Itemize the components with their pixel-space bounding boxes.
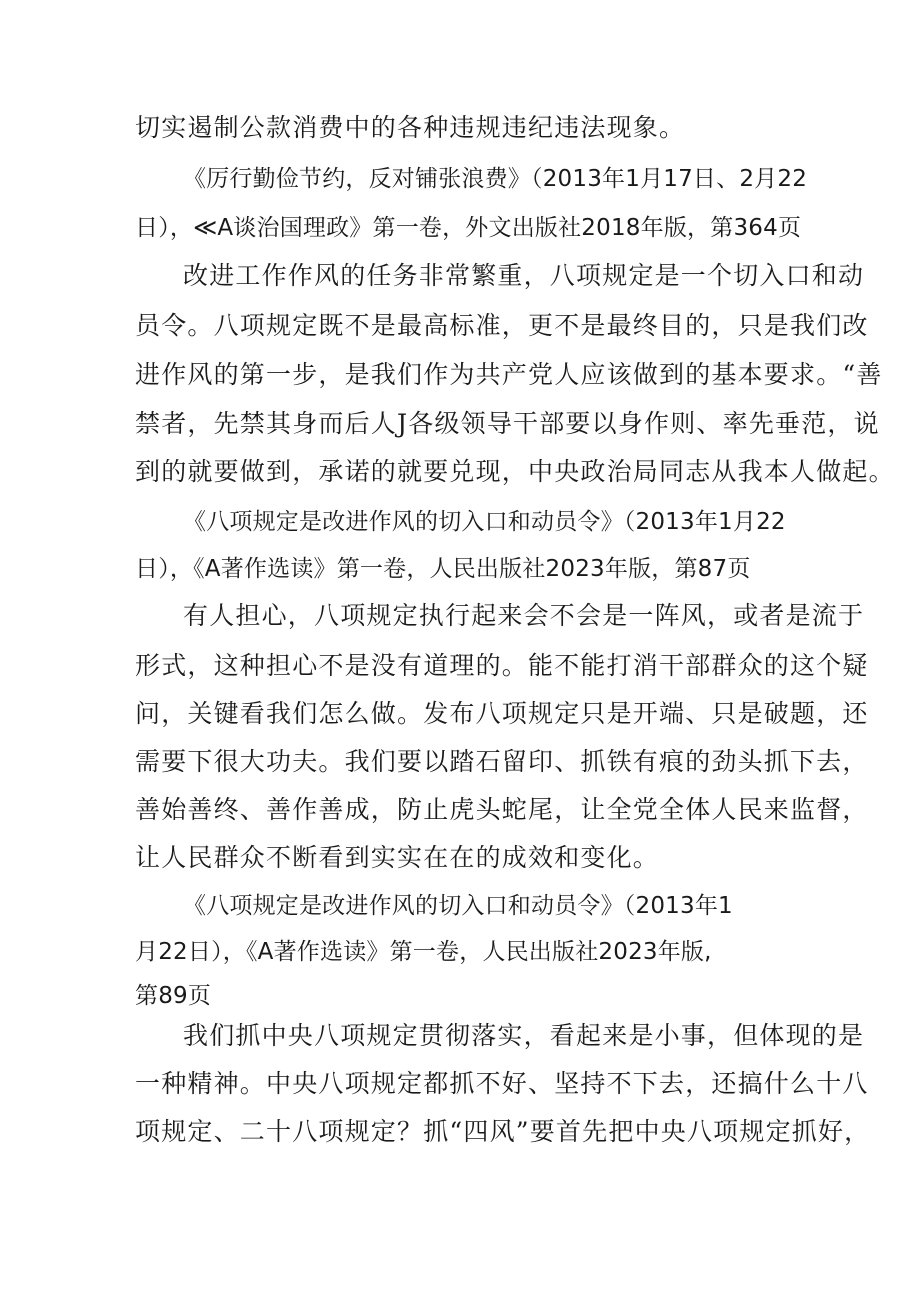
paragraph-line: 一种精神。中央八项规定都抓不好、坚持不下去，还搞什么十八: [135, 1069, 869, 1098]
citation-line: 月22日），《A著作选读》第一卷，人民出版社2023年版,: [135, 939, 712, 965]
paragraph-line: 禁者，先禁其身而后人J各级领导干部要以身作则、率先垂范，说: [135, 409, 880, 438]
paragraph-line: 我们抓中央八项规定贯彻落实，看起来是小事，但体现的是: [183, 1021, 865, 1050]
paragraph-line: 改进工作作风的任务非常繁重，八项规定是一个切入口和动: [183, 261, 865, 290]
paragraph-line: 进作风的第一步，是我们作为共产党人应该做到的基本要求。“善: [135, 360, 883, 389]
paragraph-line: 善始善终、善作善成，防止虎头蛇尾，让全党全体人民来监督，: [135, 795, 869, 824]
citation-line: 日），≪A谈治国理政》第一卷，外文出版社2018年版，第364页: [135, 215, 802, 241]
paragraph-line: 员令。八项规定既不是最高标准，更不是最终目的，只是我们改: [135, 311, 869, 340]
citation-line: 《八项规定是改进作风的切入口和动员令》（2013年1月22: [183, 509, 786, 535]
citation-line: 第89页: [135, 983, 212, 1009]
paragraph-line: 到的就要做到，承诺的就要兑现，中央政治局同志从我本人做起。: [135, 457, 895, 486]
paragraph-line: 需要下很大功夫。我们要以踏石留印、抓铁有痕的劲头抓下去，: [135, 747, 869, 776]
citation-line: 《八项规定是改进作风的切入口和动员令》（2013年1: [183, 893, 733, 919]
paragraph-line: 问，关键看我们怎么做。发布八项规定只是开端、只是破题，还: [135, 699, 869, 728]
citation-line: 《厉行勤俭节约，反对铺张浪费》（2013年1月17日、2月22: [183, 166, 808, 192]
paragraph-line: 有人担心，八项规定执行起来会不会是一阵风，或者是流于: [183, 601, 865, 630]
paragraph-line: 切实遏制公款消费中的各种违规违纪违法现象。: [135, 113, 686, 142]
paragraph-line: 项规定、二十八项规定？抓“四风”要首先把中央八项规定抓好，: [135, 1117, 871, 1146]
paragraph-line: 让人民群众不断看到实实在在的成效和变化。: [135, 843, 660, 872]
citation-line: 日），《A著作选读》第一卷，人民出版社2023年版，第87页: [135, 556, 751, 582]
paragraph-line: 形式，这种担心不是没有道理的。能不能打消干部群众的这个疑: [135, 651, 869, 680]
